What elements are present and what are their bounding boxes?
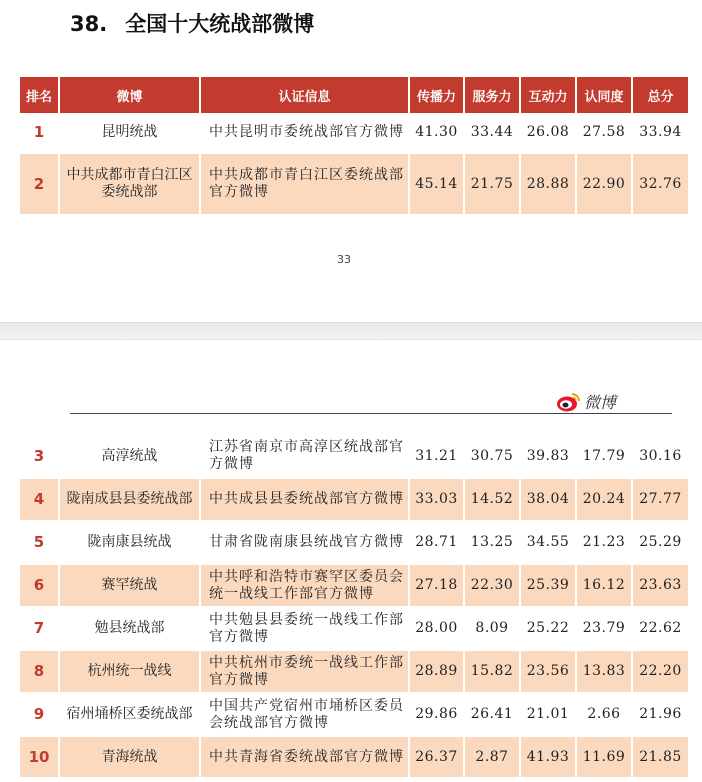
service-cell: 30.75 <box>465 435 521 479</box>
service-cell: 14.52 <box>465 479 521 522</box>
header-interaction: 互动力 <box>521 77 577 113</box>
spread-cell: 29.86 <box>410 694 465 737</box>
header-recognition: 认同度 <box>577 77 633 113</box>
recognition-cell: 27.58 <box>577 113 633 154</box>
service-cell: 13.25 <box>465 522 521 565</box>
spread-cell: 28.71 <box>410 522 465 565</box>
cert-cell: 中共成县县委统战部官方微博 <box>201 479 410 522</box>
total-cell: 30.16 <box>633 435 688 479</box>
header-rank: 排名 <box>20 77 60 113</box>
interaction-cell: 38.04 <box>521 479 577 522</box>
weibo-name-cell: 勉县统战部 <box>60 608 201 651</box>
service-cell: 33.44 <box>465 113 521 154</box>
weibo-eye-icon <box>556 391 582 413</box>
service-cell: 8.09 <box>465 608 521 651</box>
cert-cell: 中共成都市青白江区委统战部官方微博 <box>201 154 410 216</box>
ranking-table-top <box>20 77 688 216</box>
interaction-cell: 21.01 <box>521 694 577 737</box>
rank-cell: 9 <box>20 694 60 737</box>
weibo-name-cell: 杭州统一战线 <box>60 651 201 694</box>
recognition-cell: 13.83 <box>577 651 633 694</box>
interaction-cell: 26.08 <box>521 113 577 154</box>
rank-cell: 8 <box>20 651 60 694</box>
total-cell: 22.20 <box>633 651 688 694</box>
total-cell: 23.63 <box>633 565 688 608</box>
header-service: 服务力 <box>465 77 521 113</box>
total-cell: 22.62 <box>633 608 688 651</box>
weibo-name-cell: 高淳统战 <box>60 435 201 479</box>
weibo-logo <box>556 390 616 413</box>
rank-cell: 10 <box>20 737 60 779</box>
page-separator <box>0 322 702 340</box>
weibo-name-cell: 青海统战 <box>60 737 201 779</box>
interaction-cell: 28.88 <box>521 154 577 216</box>
divider <box>70 413 672 414</box>
page-number: 33 <box>337 253 351 266</box>
recognition-cell: 21.23 <box>577 522 633 565</box>
weibo-name-cell: 陇南成县县委统战部 <box>60 479 201 522</box>
rank-cell: 2 <box>20 154 60 216</box>
total-cell: 21.96 <box>633 694 688 737</box>
total-cell: 27.77 <box>633 479 688 522</box>
table-row <box>20 522 688 565</box>
spread-cell: 26.37 <box>410 737 465 779</box>
recognition-cell: 2.66 <box>577 694 633 737</box>
header-weibo: 微博 <box>60 77 201 113</box>
spread-cell: 27.18 <box>410 565 465 608</box>
table-row <box>20 154 688 216</box>
table-row <box>20 479 688 522</box>
cert-cell: 中共昆明市委统战部官方微博 <box>201 113 410 154</box>
table-row <box>20 113 688 154</box>
spread-cell: 28.00 <box>410 608 465 651</box>
interaction-cell: 25.22 <box>521 608 577 651</box>
total-cell: 32.76 <box>633 154 688 216</box>
table-row <box>20 651 688 694</box>
rank-cell: 6 <box>20 565 60 608</box>
recognition-cell: 20.24 <box>577 479 633 522</box>
interaction-cell: 25.39 <box>521 565 577 608</box>
weibo-name-cell: 昆明统战 <box>60 113 201 154</box>
page-title <box>70 8 314 38</box>
ranking-table-bottom <box>20 435 688 779</box>
total-cell: 33.94 <box>633 113 688 154</box>
service-cell: 22.30 <box>465 565 521 608</box>
total-cell: 21.85 <box>633 737 688 779</box>
spread-cell: 41.30 <box>410 113 465 154</box>
recognition-cell: 16.12 <box>577 565 633 608</box>
rank-cell: 1 <box>20 113 60 154</box>
service-cell: 21.75 <box>465 154 521 216</box>
cert-cell: 中共青海省委统战部官方微博 <box>201 737 410 779</box>
weibo-logo-text: 微博 <box>584 393 617 412</box>
interaction-cell: 23.56 <box>521 651 577 694</box>
table-row <box>20 737 688 779</box>
header-total: 总分 <box>633 77 688 113</box>
header-spread: 传播力 <box>410 77 465 113</box>
weibo-name-cell: 宿州埇桥区委统战部 <box>60 694 201 737</box>
section-number: 38. <box>70 12 108 36</box>
interaction-cell: 41.93 <box>521 737 577 779</box>
cert-cell: 甘肃省陇南康县统战官方微博 <box>201 522 410 565</box>
cert-cell: 江苏省南京市高淳区统战部官方微博 <box>201 435 410 479</box>
spread-cell: 31.21 <box>410 435 465 479</box>
table-row <box>20 608 688 651</box>
rank-cell: 4 <box>20 479 60 522</box>
rank-cell: 5 <box>20 522 60 565</box>
cert-cell: 中国共产党宿州市埇桥区委员会统战部官方微博 <box>201 694 410 737</box>
service-cell: 2.87 <box>465 737 521 779</box>
recognition-cell: 23.79 <box>577 608 633 651</box>
recognition-cell: 22.90 <box>577 154 633 216</box>
spread-cell: 33.03 <box>410 479 465 522</box>
recognition-cell: 17.79 <box>577 435 633 479</box>
service-cell: 15.82 <box>465 651 521 694</box>
cert-cell: 中共勉县县委统一战线工作部官方微博 <box>201 608 410 651</box>
weibo-name-cell: 中共成都市青白江区委统战部 <box>60 154 201 216</box>
section-title: 全国十大统战部微博 <box>125 12 315 36</box>
table-row <box>20 435 688 479</box>
header-cert: 认证信息 <box>201 77 410 113</box>
table-row <box>20 565 688 608</box>
interaction-cell: 34.55 <box>521 522 577 565</box>
weibo-name-cell: 赛罕统战 <box>60 565 201 608</box>
total-cell: 25.29 <box>633 522 688 565</box>
cert-cell: 中共呼和浩特市赛罕区委员会统一战线工作部官方微博 <box>201 565 410 608</box>
weibo-name-cell: 陇南康县统战 <box>60 522 201 565</box>
table-header-row <box>20 77 688 113</box>
table-row <box>20 694 688 737</box>
service-cell: 26.41 <box>465 694 521 737</box>
spread-cell: 45.14 <box>410 154 465 216</box>
interaction-cell: 39.83 <box>521 435 577 479</box>
cert-cell: 中共杭州市委统一战线工作部官方微博 <box>201 651 410 694</box>
rank-cell: 7 <box>20 608 60 651</box>
spread-cell: 28.89 <box>410 651 465 694</box>
recognition-cell: 11.69 <box>577 737 633 779</box>
rank-cell: 3 <box>20 435 60 479</box>
